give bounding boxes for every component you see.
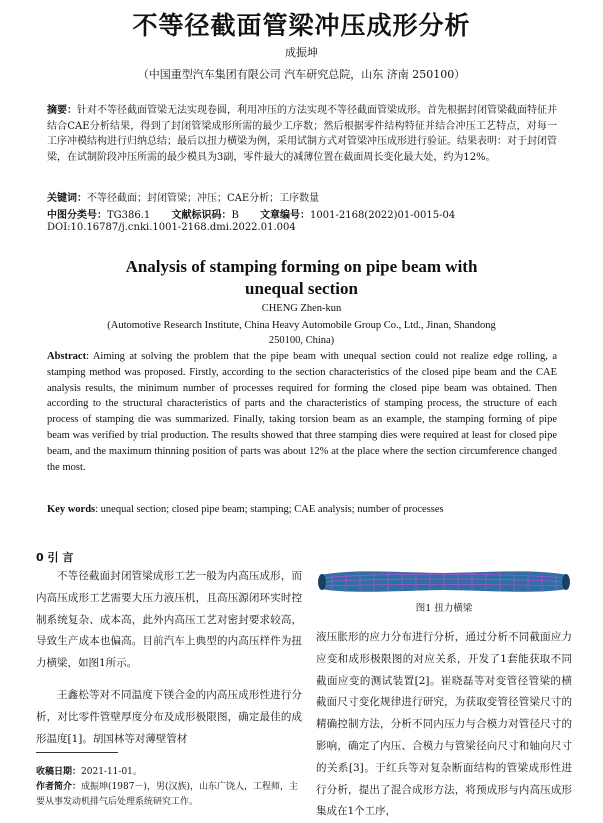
english-keywords [47,504,567,515]
english-abstract-text: : Aiming at solving the problem that the pipe beam with unequal section could not realize edge rolling, a stamping method was proposed. Firstly, according to the section characteristics of the closed pipe beam and the CAE analysis results, the minimum number of processes required for forming the closed pipe beam was obtained. Then according to the structural characteristics of parts and the characteristics of stamping process, the structure of each process of stamping die was summarized. Finally, taking torsion beam as an example, the stamping forming of pipe beam was verified by trial production. The results showed that three stamping dies were required at least for closed pipe beam, and the maximum thinning position of parts was about 12% at the place where the section circumference changed the most. [47,351,557,473]
article-no-value: 1001-2168(2022)01-0015-04 [310,210,456,221]
doc-code-label: 文献标识码： [171,210,232,221]
chinese-keywords [47,189,567,204]
section-heading: 0 引 言 [36,551,74,564]
article-no-label: 文章编号： [260,210,311,221]
author-bio-text: 成振坤(1987－)，男(汉族)，山东广饶人，工程师，主要从事发动机排气后处理系统研究工作。 [36,782,298,807]
figure-caption: 图1 扭力横梁 [415,603,473,614]
author-bio-label: 作者简介： [36,782,82,792]
clc-value: TG386.1 [107,210,151,221]
chinese-affiliation: （中国重型汽车集团有限公司 汽车研究总院，山东 济南 250100） [137,68,466,81]
author-bio [36,780,304,810]
chinese-keywords-text: 不等径截面；封闭管梁；冲压；CAE分析；工序数量 [87,193,320,204]
received-value: 2021-11-01。 [81,767,142,777]
chinese-title: 不等径截面管梁冲压成形分析 [132,11,471,40]
body-left-paragraph-2: 王鑫松等对不同温度下镁合金的内高压成形性进行分析，对比零件管壁厚度分布及成形极限图，确定最佳的成形温度[1]。胡国林等对薄壁管材 [36,689,302,745]
received-label: 收稿日期： [36,767,82,777]
english-title-line2: unequal section [245,279,358,298]
body-right-paragraph: 液压胀形的应力分布进行分析，通过分析不同截面应力应变和成形极限图的对应关系，开发了1套能获取不同截面应变的测试装置[2]。崔晓磊等对变管径管梁的横截面尺寸变化规律进行研究，为获取变管径管梁尺寸的精确控制方法，分析不同内压力与合模力对管径尺寸的影响，确定了内压、合模力与管梁径向尺寸和轴向尺寸的关系[3]。于红兵等对复杂断面结构的管梁成形性进行分析，提出了混合成形方法，将预成形与内高压成形集成在1个工序， [316,631,572,818]
english-abstract [47,349,557,475]
english-abstract-label: Abstract [47,351,87,362]
classification-line [47,206,567,221]
doi: DOI:10.16787/j.cnki.1001-2168.dmi.2022.01.004 [47,222,296,233]
torsion-beam-figure [316,563,572,599]
chinese-abstract-label: 摘要： [47,105,77,116]
chinese-abstract [47,103,557,165]
english-affiliation-line2: 250100, China) [268,335,335,346]
footnote-divider [36,752,118,753]
footnote [36,765,304,810]
chinese-keywords-label: 关键词： [47,193,87,204]
clc-label: 中图分类号： [47,210,107,221]
english-author: CHENG Zhen-kun [261,303,342,314]
english-keywords-label: Key words [47,504,96,515]
english-title-line1: Analysis of stamping forming on pipe beam with [125,257,478,276]
beam-left-end [318,574,326,590]
english-title [60,256,543,300]
english-affiliation [60,318,543,348]
chinese-author: 成振坤 [285,46,318,59]
body-left-paragraph-1: 不等径截面封闭管梁成形工艺一般为内高压成形，而内高压成形工艺需要大压力液压机，且高压源闭环实时控制系统复杂、成本高，此外内高压工艺对密封要求较高，导致生产成本也偏高。目前汽车上典型的内高压样件为扭力横梁，如图1所示。 [36,570,302,670]
beam-right-end [562,574,570,590]
received-date [36,765,304,780]
english-affiliation-line1: (Automotive Research Institute, China Heavy Automobile Group Co., Ltd., Jinan, Shandong [107,320,496,331]
english-keywords-text: : unequal section; closed pipe beam; stamping; CAE analysis; number of processes [95,504,444,515]
doc-code-value: B [231,210,239,221]
chinese-abstract-text: 针对不等径截面管梁无法实现卷圆，利用冲压的方法实现不等径截面管梁成形。首先根据封闭管梁截面特征并结合CAE分析结果，得到了封闭管梁成形所需的最少工序数；然后根据零件结构特征并结合冲压工艺特点，对每一工序冲模结构进行归纳总结；最后以扭力横梁为例，采用试制方式对管梁冲压成形进行验证。结果表明：对于封闭管梁，在试制阶段冲压所需的最少模具为3副，零件最大的减薄位置在截面周长变化最大处，约为12%。 [47,105,557,163]
